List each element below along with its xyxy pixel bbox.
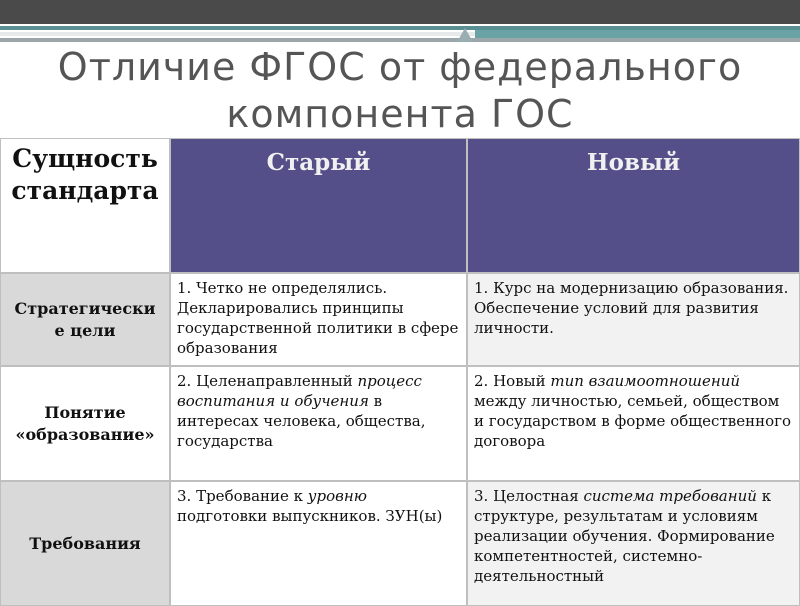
triangle-marker-icon [457, 28, 473, 42]
top-decor-stripe-light [0, 32, 475, 36]
top-decor-stripe-gray [0, 38, 800, 42]
column-header-new: Новый [467, 138, 800, 273]
cell-new-education: 2. Новый тип взаимоотношений между личностью, семьей, обществом и государством в форме общественного договора [467, 366, 800, 481]
corner-header: Сущность стандарта [0, 138, 170, 273]
column-header-old: Старый [170, 138, 467, 273]
slide-title-line2: компонента ГОС [226, 92, 574, 136]
row-label-education-concept: Понятие «образование» [0, 366, 170, 481]
top-decor-bar [0, 0, 800, 24]
cell-new-goals: 1. Курс на модернизацию образования. Обеспечение условий для развития личности. [467, 273, 800, 366]
cell-new-requirements: 3. Целостная система требований к структуре, результатам и условиям реализации обучения. Формирование компетентностей, системно-деятельностный [467, 481, 800, 606]
slide-title-line1: Отличие ФГОС от федерального [57, 45, 743, 89]
slide-title [0, 44, 800, 138]
cell-old-requirements: 3. Требование к уровню подготовки выпускников. ЗУН(ы) [170, 481, 467, 606]
row-label-requirements: Требования [0, 481, 170, 606]
row-label-strategic-goals: Стратегические цели [0, 273, 170, 366]
cell-old-goals: 1. Четко не определялись. Декларировались принципы государственной политики в сфере образования [170, 273, 467, 366]
cell-old-education: 2. Целенаправленный процесс воспитания и обучения в интересах человека, общества, государства [170, 366, 467, 481]
